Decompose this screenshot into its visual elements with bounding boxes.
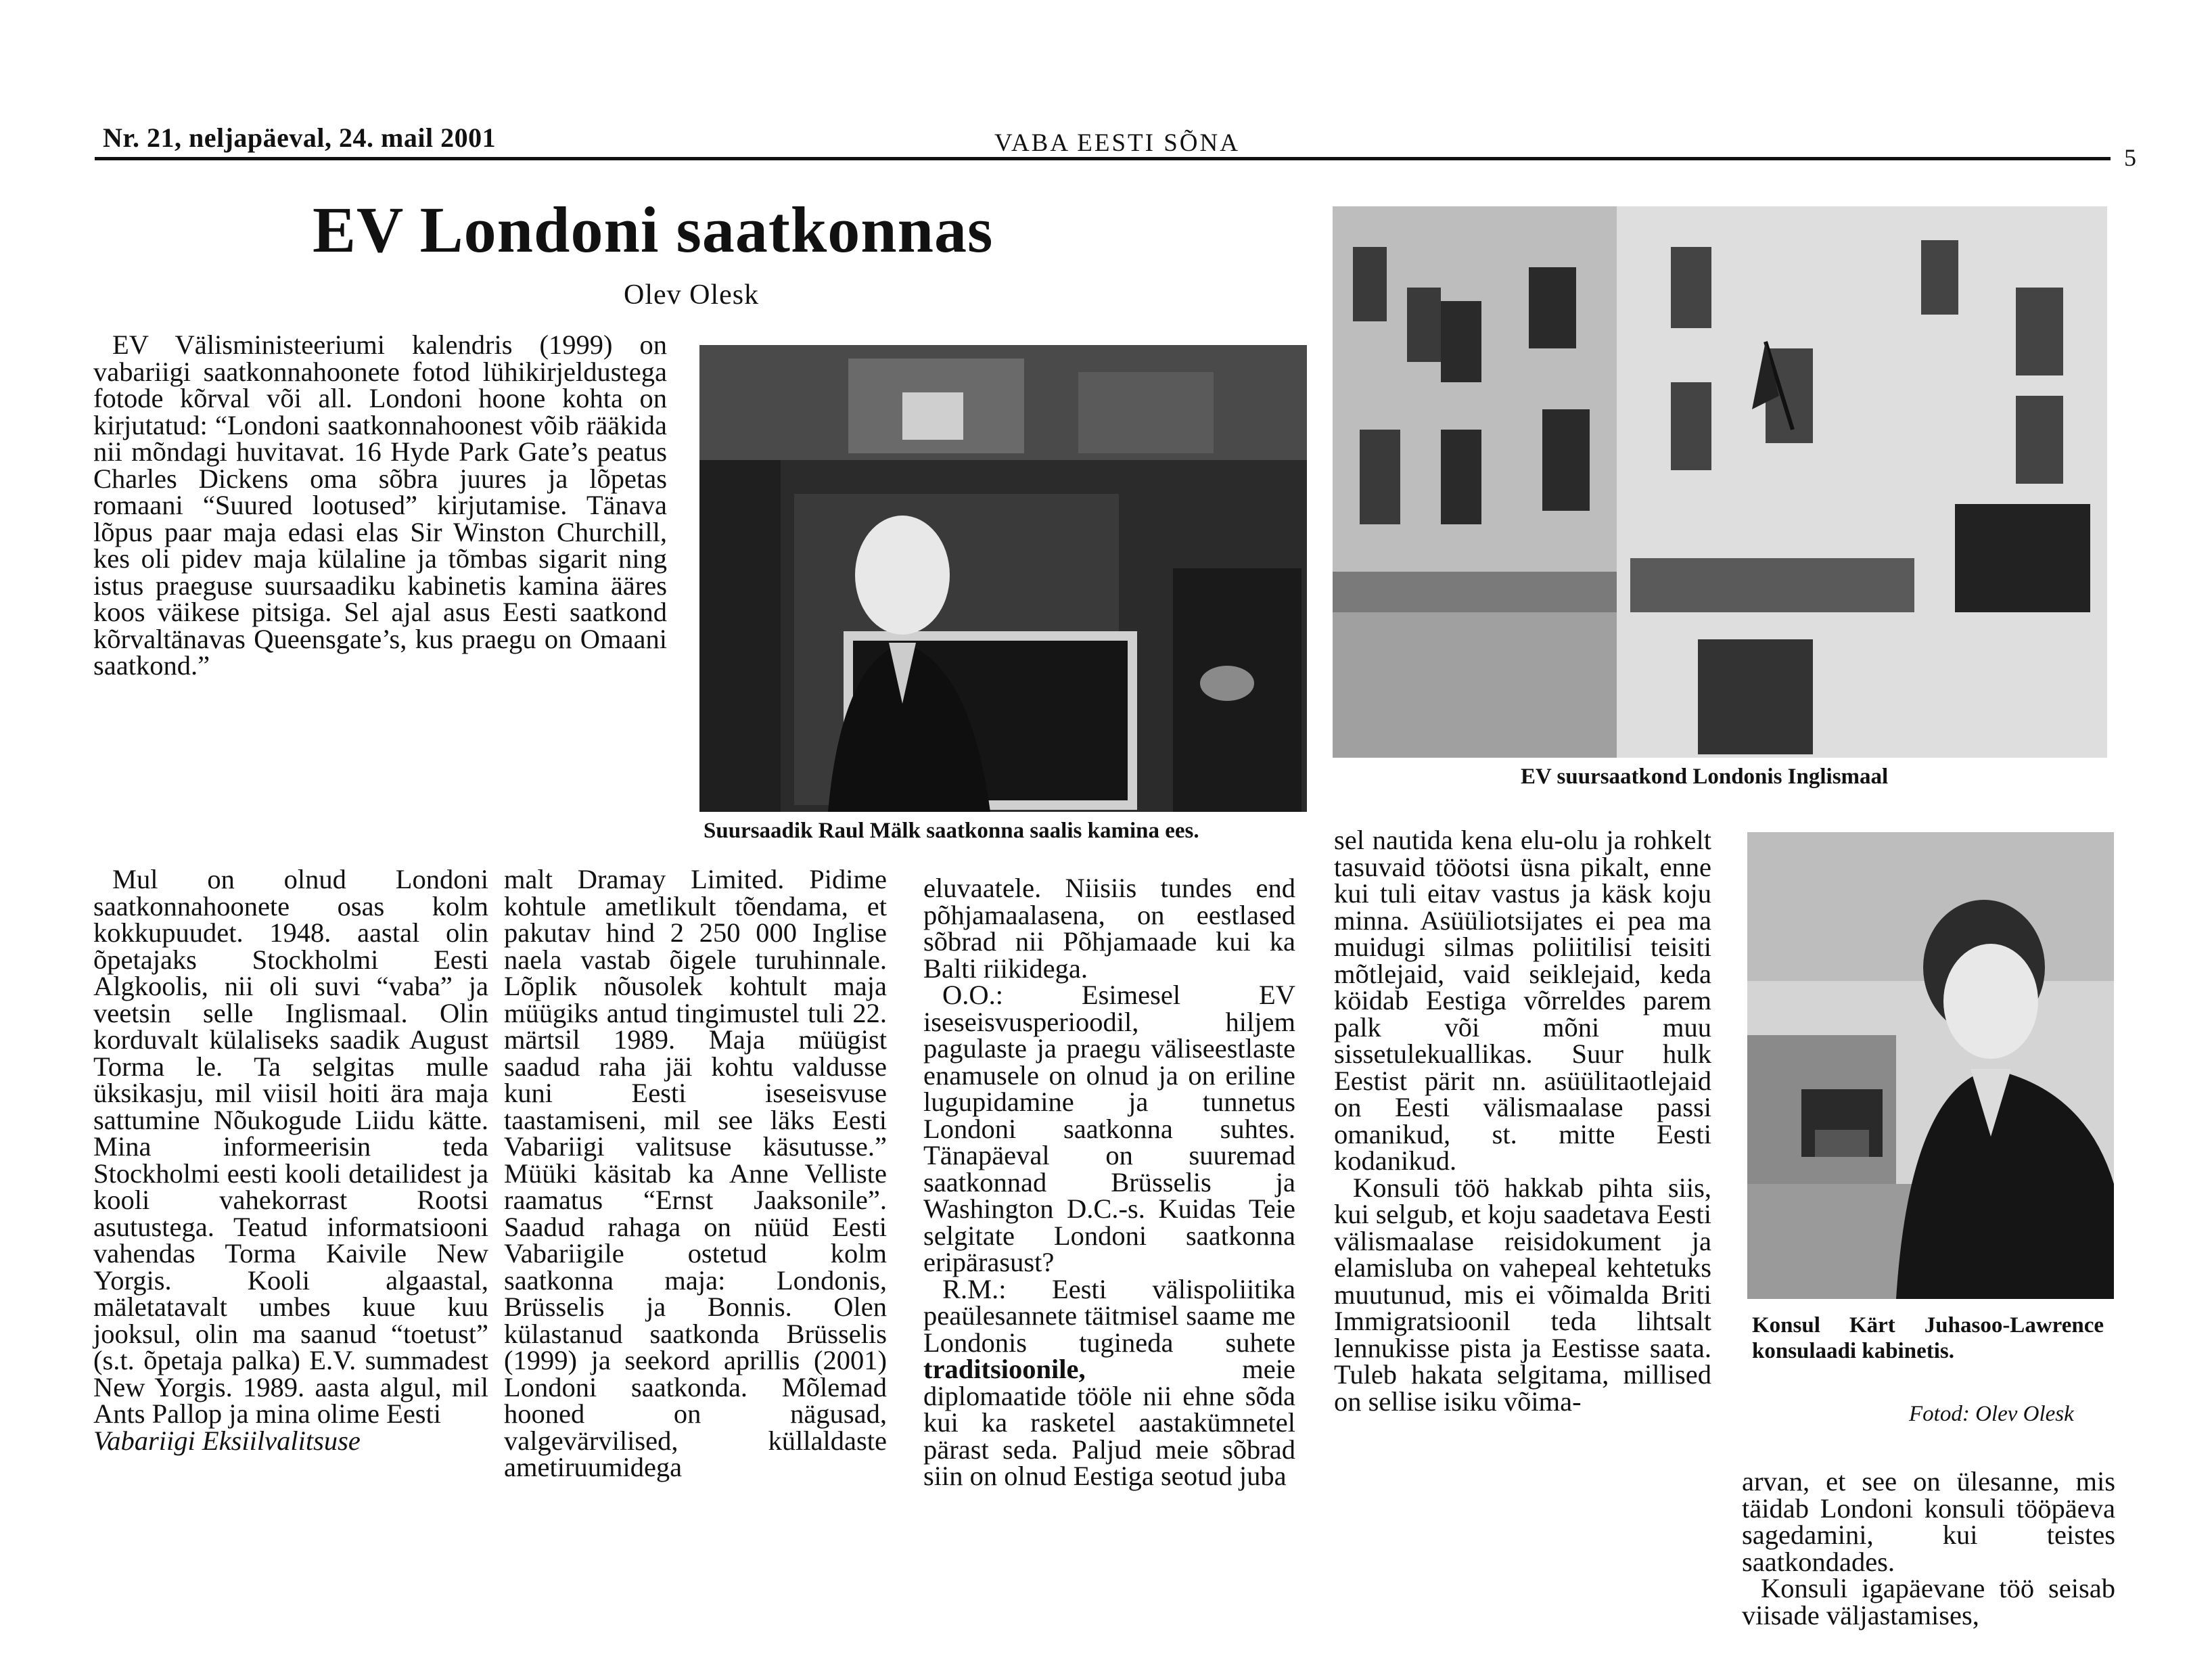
col3-paragraph-3 xyxy=(923,1273,1295,1491)
photo-ambassador-image xyxy=(699,345,1307,812)
intro-text: EV Välisministeeriumi kalendris (1999) on vabariigi saatkonnahoonete fotod lühikirjeldustega fotode kõrval või all. Londoni hoone kohta on kirjutatud: “Londoni saatkonnahoonest võib rääkida nii mõndagi huvitavat. 16 Hyde Park Gate’s peatus Charles Dickens oma sõbra juures ja lõpetas romaani “Suured lootused” kirjutamise. Tänava lõpus paar maja edasi elas Sir Winston Churchill, kes oli pidev maja külaline ja tõmbas sigarit ning istus praeguse suursaadiku kabinetis kamina ääres koos väikese pitsiga. Sel ajal asus Eesti saatkond kõrvaltänavas Queensgate’s, kus praegu on Omaani saatkond.” xyxy=(93,329,667,681)
body-column-3 xyxy=(923,875,1295,1490)
col3-p3-bold: traditsioonile, xyxy=(923,1354,1086,1384)
caption-ambassador: Suursaadik Raul Mälk saatkonna saalis kamina ees. xyxy=(704,819,1199,843)
photo-embassy-building xyxy=(1333,206,2107,758)
col3-paragraph-2: O.O.: Esimesel EV iseseisvusperioodil, hiljem pagulaste ja praegu väliseestlaste enamusele on olnud ja on eriline lugupidamine ja tunnetus Londoni saatkonna suhtes. Tänapäeval on suuremad saatkonnad Brüsselis ja Washington D.C.-s. Kuidas Teie selgitate Londoni saatkonna eripärasust? xyxy=(923,980,1295,1277)
photo-consul-image xyxy=(1747,832,2114,1299)
article-title: EV Londoni saatkonnas xyxy=(313,193,994,266)
newspaper-name: VABA EESTI SÕNA xyxy=(994,129,1240,157)
col3-p3-start: R.M.: Eesti välispoliitika peaülesannete täitmisel saame me Londonis tuginedа suhete xyxy=(923,1273,1295,1358)
col1-italic-text: Vabariigi Eksiilvalitsuse xyxy=(93,1425,361,1456)
col2-text: malt Dramay Limited. Pidime kohtule ametlikult tõendama, et pakutav hind 2 250 000 Inglise naela vastab õigele turuhinnale. Lõplik nõusolek kohtult maja müügiks antud tingimustel tuli 22. märtsil 1989. Maja müügist saadud raha jäi kohtu valdusse kuni Eesti iseseisvuse taastamiseni, mil see läks Eesti Vabariigi valitsuse käsutusse.” Müüki käsitab ka Anne Velliste raamatus “Ernst Jaaksonile”. Saadud rahaga on nüüd Eesti Vabariigile ostetud kolm saatkonna maja: Londonis, Brüsselis ja Bonnis. Olen külastanud saatkonda Brüsselis (1999) ja seekord aprillis (2001) Londoni saatkonda. Mõlemad hooned on nägusad, valgevärvilised, küllaldaste ametiruumidega xyxy=(504,864,887,1482)
article-author: Olev Olesk xyxy=(624,279,760,311)
body-column-4 xyxy=(1334,827,1711,1415)
photo-ambassador xyxy=(699,345,1307,812)
page-number: 5 xyxy=(2124,144,2136,171)
photo-consul xyxy=(1747,832,2114,1299)
col4-paragraph-1: sel nautida kena elu-olu ja rohkelt tasuvaid tööotsi üsna pikalt, enne kui tuli eitav vastus ja käsk koju minna. Asüüliotsijates ei pea ma muidugi silmas poliitilisi teisiti mõtlejaid, vaid seiklejaid, keda köidab Eestiga võrreldes parem palk või mõni muu sissetulekuallikas. Suur hulk Eestist pärit nn. asüülitaotlejaid on Eesti välismaalase passi omanikud, st. mitte Eesti kodanikud. xyxy=(1334,825,1711,1176)
issue-info: Nr. 21, neljapäeval, 24. mail 2001 xyxy=(103,122,497,153)
body-column-2 xyxy=(504,866,887,1481)
photo-embassy-image xyxy=(1333,206,2107,758)
body-column-1 xyxy=(93,866,488,1454)
col5-paragraph-2: Konsuli igapäevane töö seisab viisade väljastamises, xyxy=(1742,1573,2115,1630)
header-rule xyxy=(95,157,2111,160)
intro-paragraph xyxy=(93,329,667,681)
col3-p3-end: meie diplomaatide tööle nii ehne sõda kui ka rasketel aastakümnetel pärast seda. Paljud meie sõbrad siin on olnud Eestiga seotud juba xyxy=(923,1354,1295,1491)
col3-paragraph-1: eluvaatele. Niisiis tundes end põhjamaalasena, on eestlased sõbrad nii Põhjamaade kui ka Balti riikidega. xyxy=(923,873,1295,984)
photo-credit: Fotod: Olev Olesk xyxy=(1909,1402,2074,1426)
caption-consul: Konsul Kärt Juhasoo-Lawrence konsulaadi kabinetis. xyxy=(1752,1313,2104,1363)
col5-paragraph-1: arvan, et see on ülesanne, mis täidab Londoni konsuli tööpäeva sagedamini, kui teistes saatkondades. xyxy=(1742,1466,2115,1577)
col1-text: Mul on olnud Londoni saatkonnahoonete osas kolm kokkupuudet. 1948. aastal olin õpetajaks Stockholmi Eesti Algkoolis, nii oli suvi “vaba” ja veetsin selle Inglismaal. Olin korduvalt külaliseks saadik August Torma le. Ta selgitas mulle üksikasju, mil viisil hoiti ära maja sattumine Nõukogude Liidu kätte. Mina informeerisin teda Stockholmi eesti kooli detailidest ja kooli vahekorrast Rootsi asutustega. Teatud informatsiooni vahendas Torma Kaivile New Yorgis. Kooli algaastal, mäletatavalt umbes kuue kuu jooksul, olin ma saanud “toetust” (s.t. õpetaja palka) E.V. summadest New Yorgis. 1989. aasta algul, mil Ants Pallop ja mina olime Eesti xyxy=(93,864,488,1429)
caption-embassy: EV suursaatkond Londonis Inglismaal xyxy=(1521,764,1889,789)
body-column-5 xyxy=(1742,1468,2115,1628)
col4-paragraph-2: Konsuli töö hakkab pihta siis, kui selgub, et koju saadetava Eesti välismaalase reisidokument ja elamisluba on vahepeal kehtetuks muutunud, mis ei võimalda Briti Immigratsioonil teda lihtsalt lennukisse pista ja Eestisse saata. Tuleb hakata selgitama, millised on sellise isiku võima- xyxy=(1334,1172,1711,1417)
